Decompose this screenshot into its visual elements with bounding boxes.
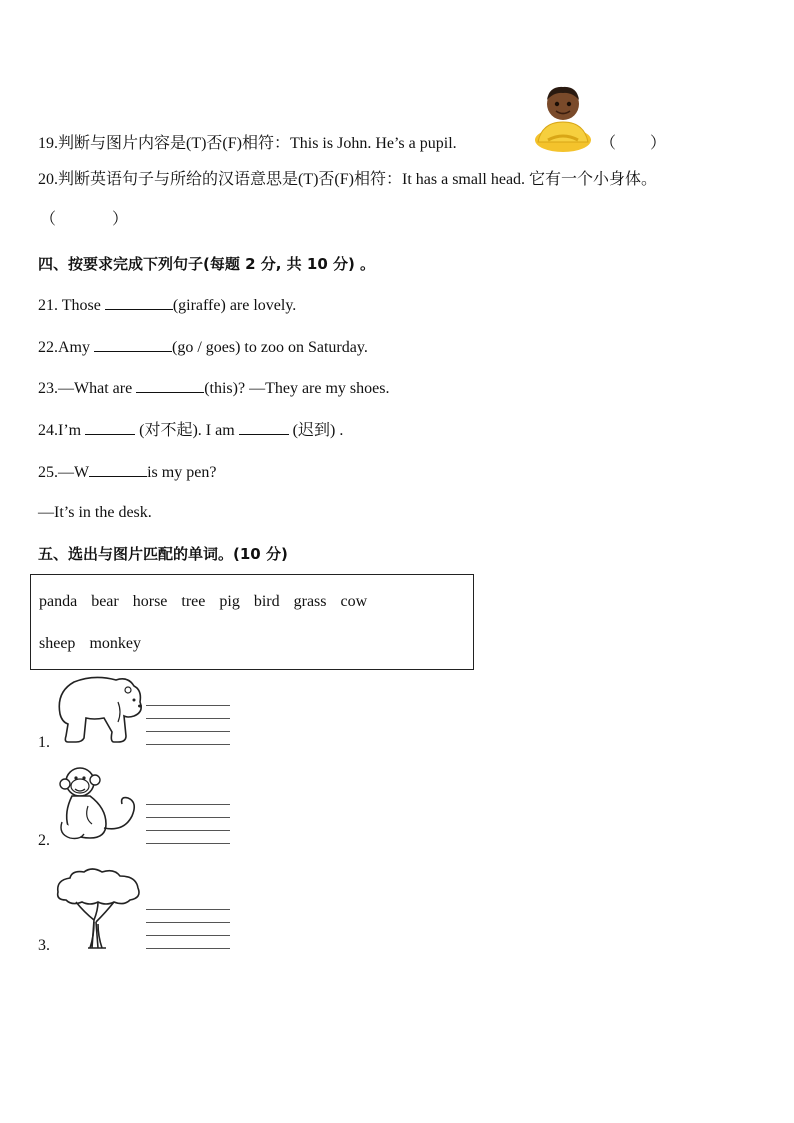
answer-paren-19[interactable] [600,134,666,154]
question-21: 21. Those (giraffe) are lovely. [38,297,297,314]
blank-21[interactable] [105,295,173,310]
question-19-text: 19.判断与图片内容是(T)否(F)相符：This is John. He’s a pupil. [38,135,457,152]
question-22: 22.Amy (go / goes) to zoo on Saturday. [38,339,368,356]
question-25: 25.—W is my pen? [38,464,217,481]
word: bird [253,593,280,610]
answer-paren-20[interactable] [40,210,128,230]
word: pig [219,593,240,610]
paren-close: ） [112,211,129,228]
word-bank-box [30,574,474,670]
blank-24b[interactable] [239,420,289,435]
word: tree [181,593,206,610]
paren-close: ） [650,135,667,152]
answer-lines-2[interactable] [146,792,230,844]
word-bank-row-1 [39,593,377,611]
blank-24a[interactable] [85,420,135,435]
word: sheep [39,635,76,652]
word: grass [293,593,327,610]
answer-lines-3[interactable] [146,897,230,949]
question-24: 24.I’m (对不起). I am (迟到) . [38,422,344,439]
answer-lines-1[interactable] [146,693,230,745]
blank-25[interactable] [89,462,147,477]
boy-john-icon [532,80,594,152]
word: horse [132,593,168,610]
item-3-number: 3. [38,937,50,954]
word: monkey [89,635,141,652]
blank-22[interactable] [94,337,172,352]
word: panda [39,593,78,610]
blank-23[interactable] [136,378,204,393]
paren-open: （ [40,211,57,228]
question-20 [38,170,657,190]
monkey-icon [54,762,144,844]
word-bank-row-2 [39,635,151,653]
item-2-number: 2. [38,832,50,849]
item-1-number: 1. [38,734,50,751]
section-4-title: 四、按要求完成下列句子(每题 2 分, 共 10 分) 。 [38,255,376,273]
section-5-title: 五、选出与图片匹配的单词。(10 分) [38,545,288,563]
paren-open: （ [600,135,617,152]
tree-icon [54,866,144,950]
bear-icon [54,672,144,744]
question-20-text: 20.判断英语句子与所给的汉语意思是(T)否(F)相符：It has a small head. 它有一个小身体。 [38,171,658,188]
word: bear [91,593,119,610]
question-23: 23.—What are (this)? —They are my shoes. [38,380,390,397]
question-19 [38,134,457,154]
question-25-answer: —It’s in the desk. [38,504,152,521]
word: cow [340,593,368,610]
